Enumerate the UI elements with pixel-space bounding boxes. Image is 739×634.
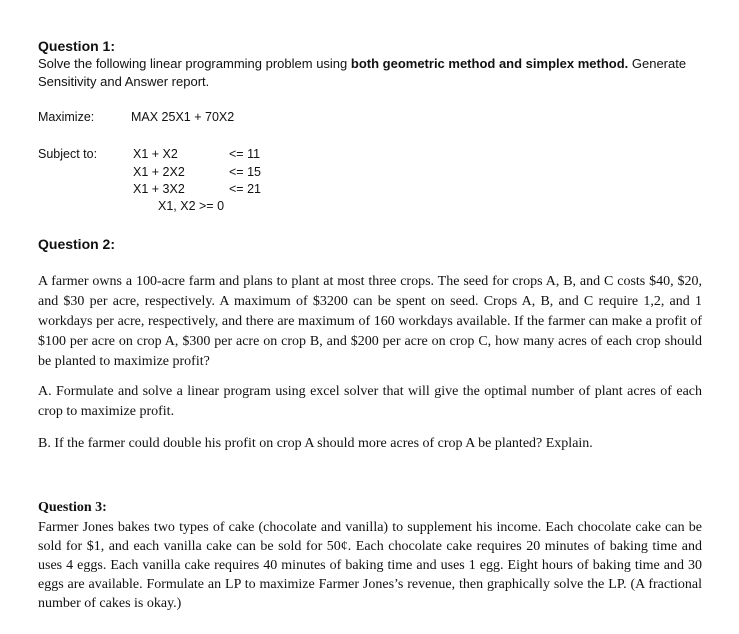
q2-part-a: A. Formulate and solve a linear program using excel solver that will give the optimal number of plant acres of each crop to maximize profit.	[38, 384, 702, 419]
q1-intro-line2: Sensitivity and Answer report.	[38, 74, 210, 89]
objective-function: MAX 25X1 + 70X2	[131, 110, 235, 124]
constraint-1-rhs: <= 11	[229, 147, 261, 161]
q1-intro-post: Generate	[628, 56, 687, 71]
constraint-2-lhs: X1 + 2X2	[133, 165, 185, 179]
maximize-label: Maximize:	[38, 110, 95, 124]
q2-paragraph: A farmer owns a 100-acre farm and plans to plant at most three crops. The seed for crops A, B, and C costs $40, $20, and $30 per acre, respectively. A maximum of $3200 can be spent on seed. Crops A, B, and C require 1,2, and 1 workdays per acre, respectively, and there are maximum of 160 workdays available. If the farmer can make a profit of $100 per acre on crop A, $300 per acre on crop B, and $200 per acre on crop C, how many acres of each crop should be planted to maximize profit?	[38, 274, 702, 369]
q2-part-b: B. If the farmer could double his profit on crop A should more acres of crop A be planted? Explain.	[38, 436, 593, 451]
q1-title: Question 1:	[38, 38, 116, 54]
subject-to-label: Subject to:	[38, 147, 98, 161]
constraint-1-lhs: X1 + X2	[133, 147, 178, 161]
q1-intro-bold: both geometric method and simplex method.	[350, 56, 629, 71]
q1-intro-line1	[38, 56, 686, 71]
q3-paragraph: Farmer Jones bakes two types of cake (chocolate and vanilla) to supplement his income. Each chocolate cake can be sold for $1, and each vanilla cake can be sold for 50¢. Each chocolate cake requires 20 minutes of baking time and uses 4 eggs. Each vanilla cake requires 40 minutes of baking time and uses 1 egg. Eight hours of baking time and 30 eggs are available. Formulate an LP to maximize Farmer Jones’s revenue, then graphically solve the LP. (A fractional number of cakes is okay.)	[38, 520, 702, 611]
nonnegativity-constraint: X1, X2 >= 0	[158, 199, 225, 213]
constraint-2-rhs: <= 15	[229, 165, 261, 179]
q1-intro-pre: Solve the following linear programming problem using	[38, 56, 351, 71]
constraint-3-lhs: X1 + 3X2	[133, 182, 185, 196]
constraint-3-rhs: <= 21	[229, 182, 261, 196]
q2-title: Question 2:	[38, 236, 116, 252]
q3-title: Question 3:	[38, 500, 107, 515]
